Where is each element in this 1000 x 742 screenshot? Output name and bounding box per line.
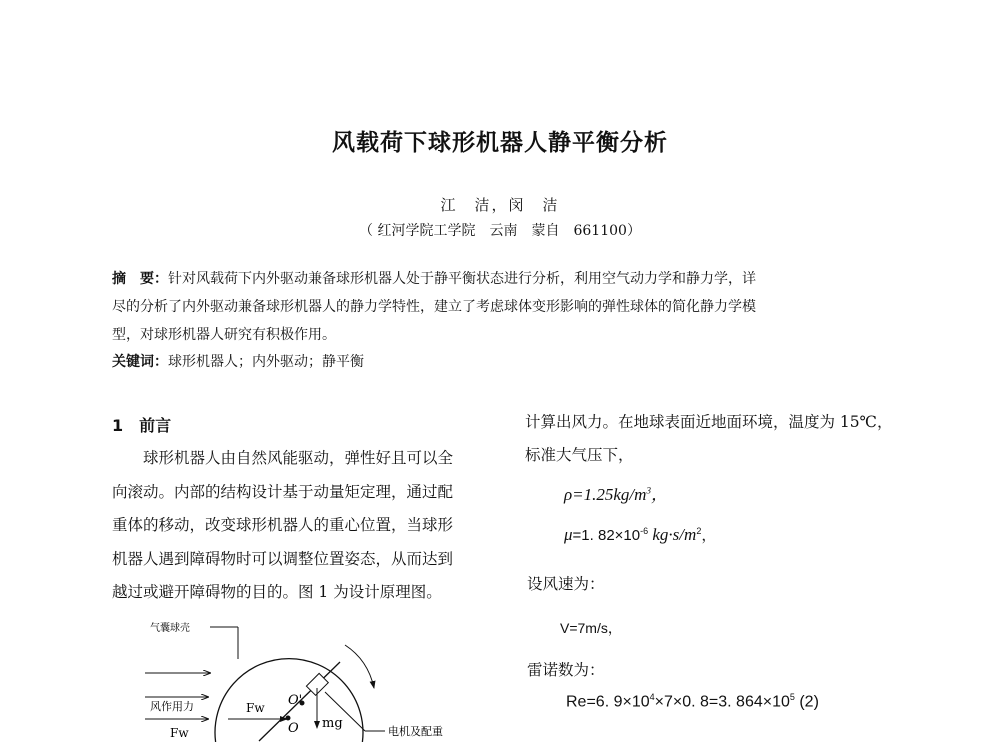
mu-unit: kg·s/m [648, 525, 697, 544]
equation-number: (2) [794, 693, 819, 711]
mu-tail: ， [701, 527, 717, 544]
wind-value: V=7m/s， [560, 620, 622, 636]
body-line-4: 机器人遇到障碍物时可以调整位置姿态，从而达到 [112, 550, 454, 568]
authors: 江 洁，闵 洁 [440, 196, 560, 214]
label-fw-left: Fw [170, 726, 189, 740]
body-line-2: 向滚动。内部的结构设计基于动量矩定理，通过配 [112, 483, 454, 501]
label-motor: 电机及配重 [388, 725, 443, 738]
affiliation: （ 红河学院工学院 云南 蒙自 661100） [359, 223, 641, 239]
label-o-prime: O' [288, 693, 303, 708]
rho-value: ρ=1.25kg/m [564, 485, 647, 504]
label-wind: 风作用力 [150, 700, 194, 713]
rho-tail: ， [650, 485, 668, 504]
re-label: 雷诺数为： [527, 661, 605, 679]
label-fw-center: Fw [246, 701, 265, 715]
body-line-5: 越过或避开障碍物的目的。图 1 为设计原理图。 [112, 583, 442, 601]
re-a-exp: 4 [649, 692, 655, 702]
body-line-1: 球形机器人由自然风能驱动，弹性好且可以全 [112, 449, 454, 467]
body-line-3: 重体的移动，改变球形机器人的重心位置，当球形 [112, 516, 454, 534]
abstract-label: 摘 要： [112, 271, 168, 287]
label-mg: mg [322, 716, 343, 731]
section-heading: 1 前言 [112, 416, 172, 435]
mu-unit-exp: 2 [696, 526, 702, 536]
mu-symbol: μ [564, 525, 573, 544]
re-a: Re=6. 9×10 [566, 693, 650, 711]
re-b-exp: 5 [789, 692, 795, 702]
re-b: ×7×0. 8=3. 864×10 [654, 693, 790, 711]
label-o: O [288, 721, 299, 736]
rotation-arrow [345, 645, 374, 688]
keywords-text: 球形机器人；内外驱动；静平衡 [168, 354, 364, 370]
abstract-text: 针对风载荷下内外驱动兼备球形机器人处于静平衡状态进行分析，利用空气动力学和静力学，详 [168, 271, 756, 287]
label-shell: 气囊球壳 [150, 623, 190, 634]
right-line-1: 计算出风力。在地球表面近地面环境，温度为 15℃， [525, 413, 893, 431]
wind-label: 设风速为： [527, 575, 605, 593]
mu-exp: -6 [640, 526, 649, 536]
right-line-2: 标准大气压下， [525, 446, 634, 464]
abstract-line-3: 型，对球形机器人研究有积极作用。 [112, 327, 336, 343]
rho-exp: 3 [646, 485, 651, 496]
keywords-label: 关键词： [112, 354, 168, 370]
mu-value: =1. 82×10 [572, 527, 641, 544]
paper-title: 风载荷下球形机器人静平衡分析 [332, 130, 668, 156]
abstract-line-2: 尽的分析了内外驱动兼备球形机器人的静力学特性，建立了考虑球体变形影响的弹性球体的简化静力学模 [112, 299, 756, 315]
